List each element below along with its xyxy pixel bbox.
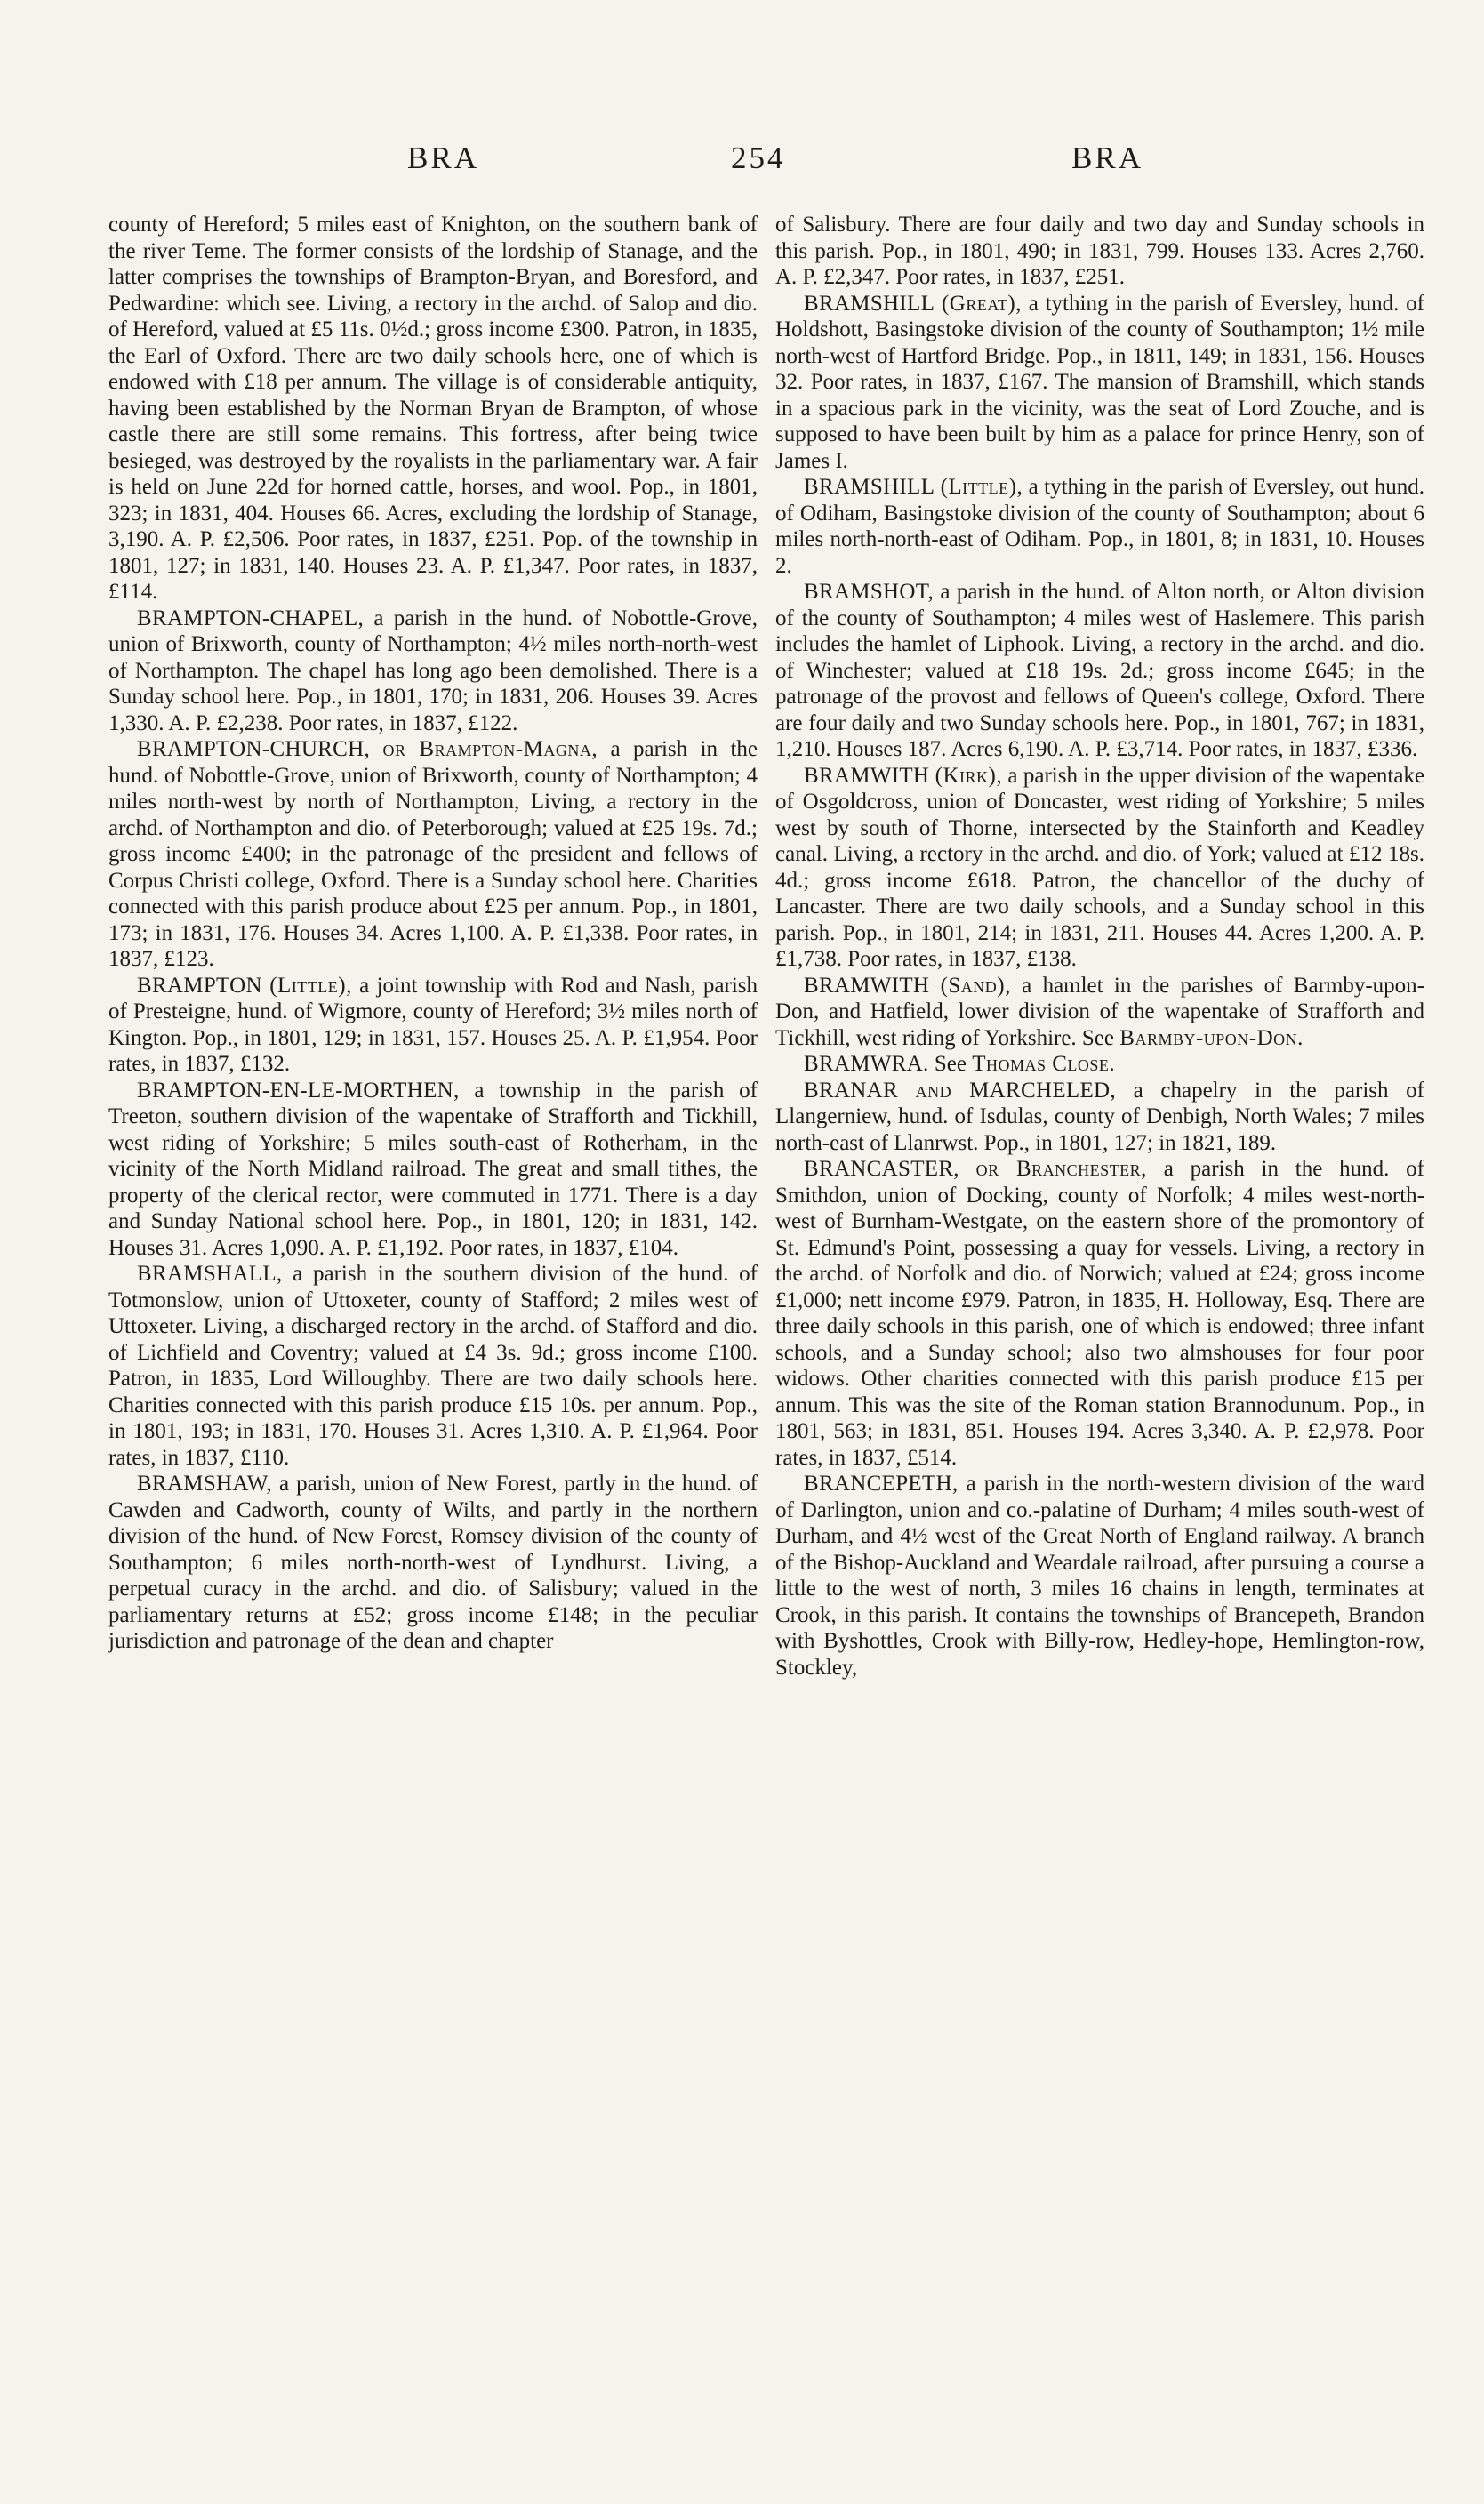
entry-text: a township in the parish of Treeton, southern division of the wapentake of Strafforth and Tickhill, west riding of Yorkshire; 5 miles south-east of Rotherham, in the vicinity of the North Midland railroad. The great and small tithes, the property of the clerical rector, were commuted in 1771. There is a day and Sunday National school here. Pop., in 1801, 120; in 1831, 142. Houses 31. Acres 1,090. A. P. £1,192. Poor rates, in 1837, £104. (108, 1078, 758, 1260)
entry-text: a chapelry in the parish of Llangerniew, hund. of Isdulas, county of Denbigh, North Wales; 7 miles north-east of Llanrwst. Pop., in 1801, 127; in 1821, 189. (775, 1078, 1425, 1155)
entry-bramshot (775, 579, 1424, 763)
entry-conjunction: and (915, 1078, 952, 1103)
entry-text: of Salisbury. There are four daily and two day and Sunday schools in this parish. Pop., in 1801, 490; in 1831, 799. Houses 133. Acres 2,760. A. P. £2,347. Poor rates, in 1837, £251. (775, 213, 1424, 289)
entry-text: a joint township with Rod and Nash, parish of Presteigne, hund. of Wigmore, county of Hereford; 3½ miles north of Kington. Pop., in 1801, 129; in 1831, 157. Houses 25. A. P. £1,954. Poor rates, in 1837, £132. (108, 973, 758, 1076)
entry-headword: BRAMPTON-CHURCH, (137, 737, 371, 761)
entry-bramshill-little (775, 474, 1424, 579)
right-column (775, 212, 1424, 1681)
entry-alt-name: or Branchester, (975, 1157, 1147, 1181)
entry-brampton-church (108, 736, 758, 973)
entry-brampton-en-le-morthen (108, 1078, 758, 1262)
entry-bramwith-kirk (775, 763, 1424, 973)
entry-qualifier: (Little), (940, 475, 1023, 499)
entry-headword: BRANAR (804, 1078, 898, 1103)
entry-text: a parish in the hund. of Nobottle-Grove, union of Brixworth, county of Northampton; 4½ miles north-north-west of Northampton. The chapel has long ago been demolished. There is a Sunday school here. Pop., in 1801, 170; in 1831, 206. Houses 39. Acres 1,330. A. P. £2,238. Poor rates, in 1837, £122. (108, 606, 758, 735)
page-number: 254 (731, 140, 786, 175)
entry-headword: BRAMSHILL (804, 475, 935, 499)
entry-branar-and-marcheled (775, 1078, 1424, 1157)
header-right-catchword: BRA (1071, 140, 1143, 175)
entry-text: See (928, 1052, 973, 1076)
entry-text: a parish in the upper division of the wapentake of Osgoldcross, union of Doncaster, west riding of Yorkshire; 5 miles west by south of Thorne, intersected by the Stainforth and Keadley canal. Living, a rectory in the archd. and dio. of York; valued at £12 18s. 4d.; gross income £618. Patron, the chancellor of the duchy of Lancaster. There are two daily schools, and a Sunday school in this parish. Pop., in 1801, 214; in 1831, 211. Houses 44. Acres 1,200. A. P. £1,738. Poor rates, in 1837, £138. (775, 763, 1425, 971)
header-left-catchword: BRA (407, 140, 479, 175)
entry-headword: BRAMSHOT, (804, 580, 935, 604)
entry-brancaster (775, 1156, 1424, 1471)
entry-bramwra (775, 1051, 1424, 1078)
entry-headword: BRAMPTON-EN-LE-MORTHEN, (137, 1078, 460, 1103)
entry-headword: BRAMPTON (137, 973, 262, 998)
entry-headword: BRAMWRA. (804, 1052, 929, 1076)
entry-headword: BRAMSHAW, (137, 1472, 272, 1496)
entry-headword-second: MARCHELED, (951, 1078, 1116, 1103)
entry-text: a tything in the parish of Eversley, hund. of Holdshott, Basingstoke division of the county of Southampton; 1½ mile north-west of Hartford Bridge. Pop., in 1811, 149; in 1831, 156. Houses 32. Poor rates, in 1837, £167. The mansion of Bramshill, which stands in a spacious park in the vicinity, was the seat of Lord Zouche, and is supposed to have been built by him as a palace for prince Henry, son of James I. (775, 291, 1425, 473)
entry-text: a parish, union of New Forest, partly in the hund. of Cawden and Cadworth, county of Wilts, and partly in the northern division of the hund. of New Forest, Romsey division of the county of Southampton; 6 miles north-north-west of Lyndhurst. Living, a perpetual curacy in the archd. and dio. of Salisbury; valued in the parliamentary returns at £52; gross income £148; in the peculiar jurisdiction and patronage of the dean and chapter (108, 1472, 758, 1653)
entry-qualifier: (Little), (269, 973, 352, 998)
entry-text: a parish in the hund. of Nobottle-Grove, union of Brixworth, county of Northampton; 4 miles north-west by north of Northampton, Living, a rectory in the archd. of Northampton and dio. of Peterborough; valued at £25 19s. 7d.; gross income £400; in the patronage of the president and fellows of Corpus Christi college, Oxford. There is a Sunday school here. Charities connected with this parish produce about £25 per annum. Pop., in 1801, 173; in 1831, 176. Houses 34. Acres 1,100. A. P. £1,338. Poor rates, in 1837, £123. (108, 737, 758, 971)
entry-text: a parish in the north-western division of the ward of Darlington, union and co.-palatine of Durham; 4 miles south-west of Durham, and 4½ west of the Great North of England railway. A branch of the Bishop-Auckland and Weardale railroad, after pursuing a course a little to the west of north, 3 miles 16 chains in length, terminates at Crook, in this parish. It contains the townships of Brancepeth, Brandon with Byshottles, Crook with Billy-row, Hedley-hope, Hemlington-row, Stockley, (775, 1472, 1424, 1680)
entry-brancepeth (775, 1471, 1424, 1681)
entry-text: a parish in the hund. of Smithdon, union of Docking, county of Norfolk; 4 miles west-north-west of Burnham-Westgate, on the eastern shore of the promontory of St. Edmund's Point, possessing a quay for vessels. Living, a rectory in the archd. of Norfolk and dio. of Norwich; valued at £24; gross income £1,000; nett income £979. Patron, in 1835, H. Holloway, Esq. There are three daily schools in this parish, one of which is endowed; three infant schools, and a Sunday school; also two almshouses for four poor widows. Other charities connected with this parish produce £15 per annum. This was the site of the Roman station Brannodunum. Pop., in 1801, 563; in 1831, 851. Houses 194. Acres 3,340. A. P. £2,978. Poor rates, in 1837, £514. (775, 1157, 1424, 1470)
cross-reference: Thomas Close. (972, 1052, 1116, 1076)
entry-headword: BRANCEPETH, (804, 1472, 959, 1496)
entry-brampton-little (108, 973, 758, 1078)
entry-qualifier: (Great), (941, 291, 1022, 316)
entry-bramwith-sand (775, 973, 1424, 1052)
cross-reference: Barmby-upon-Don. (1119, 1025, 1304, 1050)
entry-brampton-chapel (108, 606, 758, 737)
entry-qualifier: (Kirk), (935, 763, 1003, 788)
entry-text: county of Hereford; 5 miles east of Knighton, on the southern bank of the river Teme. The former consists of the lordship of Stanage, and the latter comprises the townships of Brampton-Bryan, and Boresford, and Pedwardine: which see. Living, a rectory in the archd. of Salop and dio. of Hereford, valued at £5 11s. 0½d.; gross income £300. Patron, in 1835, the Earl of Oxford. There are two daily schools here, one of which is endowed with £18 per annum. The village is of considerable antiquity, having been established by the Norman Bryan de Brampton, of whose castle there are still some remains. This fortress, after being twice besieged, was destroyed by the royalists in the parliamentary war. A fair is held on June 22d for horned cattle, horses, and wool. Pop., in 1801, 323; in 1831, 404. Houses 66. Acres, excluding the lordship of Stanage, 3,190. A. P. £2,506. Poor rates, in 1837, £251. Pop. of the township in 1801, 127; in 1831, 140. Houses 23. A. P. £1,347. Poor rates, in 1837, £114. (108, 213, 758, 604)
entry-headword: BRAMSHILL (804, 291, 935, 316)
entry-headword: BRANCASTER, (804, 1157, 959, 1181)
entry-qualifier: (Sand), (940, 973, 1011, 998)
entry-bramshall (108, 1261, 758, 1471)
entry-text: a tything in the parish of Eversley, out hund. of Odiham, Basingstoke division of the county of Southampton; about 6 miles north-north-east of Odiham. Pop., in 1801, 8; in 1831, 10. Houses 2. (775, 475, 1424, 578)
entry-text: a hamlet in the parishes of Barmby-upon-Don, and Hatfield, lower division of the wapentake of Strafforth and Tickhill, west riding of Yorkshire. See (775, 973, 1424, 1050)
entry-bramshaw-continued (775, 212, 1424, 291)
entry-headword: BRAMSHALL, (137, 1262, 283, 1286)
entry-text: a parish in the hund. of Alton north, or Alton division of the county of Southampton; 4 miles west of Haslemere. This parish includes the hamlet of Liphook. Living, a rectory in the archd. and dio. of Winchester; valued at £18 19s. 2d.; gross income £645; in the patronage of the provost and fellows of Queen's college, Oxford. There are four daily and two Sunday schools here. Pop., in 1801, 767; in 1831, 1,210. Houses 187. Acres 6,190. A. P. £3,714. Poor rates, in 1837, £336. (775, 580, 1424, 761)
entry-bramshill-great (775, 291, 1424, 475)
left-column (108, 212, 758, 1655)
entry-bramshaw (108, 1471, 758, 1655)
entry-headword: BRAMWITH (804, 973, 930, 998)
running-header (0, 140, 1484, 185)
entry-brampton-bryan-continued (108, 212, 758, 606)
entry-headword: BRAMPTON-CHAPEL, (137, 606, 365, 630)
entry-text: a parish in the southern division of the hund. of Totmonslow, union of Uttoxeter, county of Stafford; 2 miles west of Uttoxeter. Living, a discharged rectory in the archd. of Stafford and dio. of Lichfield and Coventry; valued at £4 3s. 9d.; gross income £100. Patron, in 1835, Lord Willoughby. There are two daily schools here. Charities connected with this parish produce £15 10s. per annum. Pop., in 1801, 193; in 1831, 170. Houses 31. Acres 1,310. A. P. £1,964. Poor rates, in 1837, £110. (108, 1262, 758, 1470)
entry-alt-name: or Brampton-Magna, (382, 737, 598, 761)
entry-headword: BRAMWITH (804, 763, 930, 788)
